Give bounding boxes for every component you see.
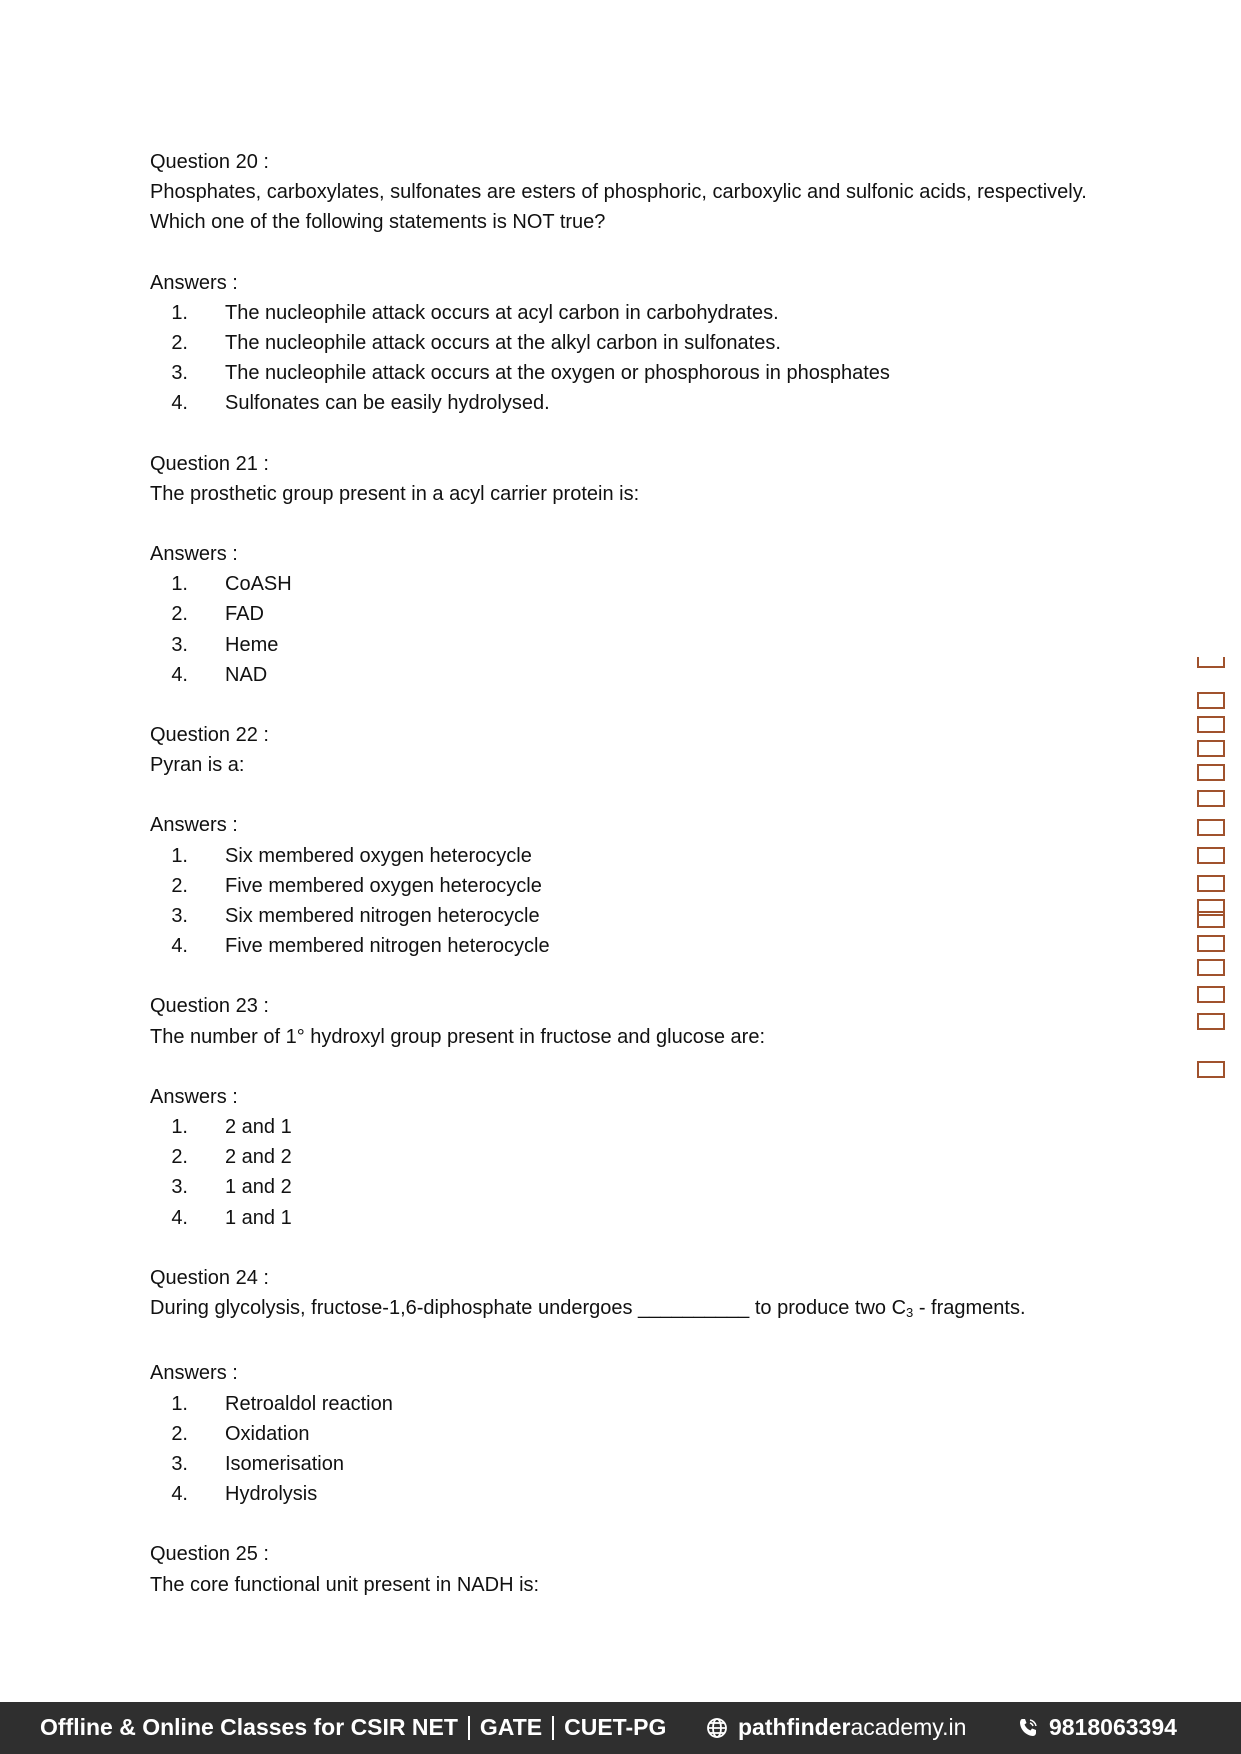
question-title: Question 22 :: [150, 724, 269, 747]
answer-text: Oxidation: [225, 1422, 310, 1445]
answer-text: Six membered oxygen heterocycle: [225, 844, 532, 867]
question-title: Question 24 :: [150, 1266, 269, 1289]
answer-text: Retroaldol reaction: [225, 1392, 393, 1415]
question-block-24: [150, 1263, 1090, 1509]
answer-option: [150, 1203, 1090, 1233]
answer-number: 4.: [171, 392, 188, 415]
answer-text: 2 and 2: [225, 1146, 292, 1169]
site-name-light: academy.in: [850, 1714, 967, 1740]
answer-option: [150, 358, 1090, 388]
answer-option: [150, 901, 1090, 931]
question-block-25: [150, 1539, 1090, 1599]
answer-option: [150, 1479, 1090, 1509]
question-block-23: [150, 991, 1090, 1232]
question-title: Question 23 :: [150, 995, 269, 1018]
answers-label: Answers :: [150, 814, 238, 837]
answer-option: [150, 931, 1090, 961]
answers-label: Answers :: [150, 1362, 238, 1385]
footer-classes: [40, 1714, 666, 1741]
phone-icon: [1017, 1717, 1039, 1739]
answer-option: [150, 599, 1090, 629]
answer-number: 3.: [171, 362, 188, 385]
footer-website[interactable]: [706, 1714, 966, 1741]
question-content: [150, 147, 1090, 1630]
answer-text: The nucleophile attack occurs at the oxygen or phosphorous in phosphates: [225, 362, 890, 385]
answer-number: 2.: [171, 1422, 188, 1445]
answer-number: 2.: [171, 603, 188, 626]
answer-list: [150, 569, 1090, 690]
answers-label: Answers :: [150, 1085, 238, 1108]
answer-number: 1.: [171, 1392, 188, 1415]
gate-label: GATE: [479, 1714, 543, 1740]
question-text: Pyran is a:: [150, 754, 245, 777]
answer-option: [150, 298, 1090, 328]
answer-option: [150, 1142, 1090, 1172]
answer-number: 4.: [171, 935, 188, 958]
subscript: 3: [906, 1305, 914, 1321]
answer-text: 1 and 2: [225, 1176, 292, 1199]
question-block-20: [150, 147, 1090, 419]
answer-text: Heme: [225, 633, 279, 656]
question-text: The prosthetic group present in a acyl carrier protein is:: [150, 482, 640, 505]
question-block-21: [150, 449, 1090, 690]
question-block-22: [150, 720, 1090, 961]
answer-list: [150, 1112, 1090, 1233]
separator: [552, 1716, 554, 1740]
phone-number: 9818063394: [1049, 1714, 1177, 1740]
answer-text: NAD: [225, 663, 268, 686]
answer-text: The nucleophile attack occurs at acyl carbon in carbohydrates.: [225, 301, 779, 324]
cuet-label: CUET-PG: [564, 1714, 667, 1740]
answer-list: [150, 841, 1090, 962]
answer-number: 1.: [171, 301, 188, 324]
answer-number: 1.: [171, 573, 188, 596]
question-text-after: - fragments.: [913, 1297, 1026, 1320]
answer-number: 3.: [171, 1452, 188, 1475]
side-bracket-graphic: [1196, 657, 1226, 1082]
classes-label: Offline & Online Classes for CSIR NET: [40, 1714, 458, 1740]
answer-text: 1 and 1: [225, 1206, 292, 1229]
answer-option: [150, 328, 1090, 358]
answer-number: 3.: [171, 1176, 188, 1199]
answer-text: Hydrolysis: [225, 1483, 318, 1506]
question-text: Phosphates, carboxylates, sulfonates are esters of phosphoric, carboxylic and sulfonic acids, respectively. Which one of the following statements is NOT true?: [150, 181, 1087, 234]
globe-icon: [706, 1717, 728, 1739]
answer-number: 2.: [171, 332, 188, 355]
footer-bar: [0, 1702, 1241, 1754]
footer-phone[interactable]: [1017, 1714, 1177, 1741]
answer-text: Six membered nitrogen heterocycle: [225, 905, 540, 928]
question-title: Question 21 :: [150, 452, 269, 475]
answer-text: 2 and 1: [225, 1116, 292, 1139]
answer-text: FAD: [225, 603, 264, 626]
answer-number: 1.: [171, 844, 188, 867]
answer-text: Five membered nitrogen heterocycle: [225, 935, 550, 958]
answer-number: 2.: [171, 1146, 188, 1169]
answer-number: 4.: [171, 1206, 188, 1229]
site-name-bold: pathfinder: [738, 1714, 851, 1740]
answer-option: [150, 841, 1090, 871]
answer-text: Isomerisation: [225, 1452, 344, 1475]
answer-text: The nucleophile attack occurs at the alkyl carbon in sulfonates.: [225, 332, 781, 355]
answers-label: Answers :: [150, 271, 238, 294]
question-text: The core functional unit present in NADH is:: [150, 1573, 540, 1596]
answer-option: [150, 660, 1090, 690]
answer-text: Sulfonates can be easily hydrolysed.: [225, 392, 550, 415]
answer-option: [150, 388, 1090, 418]
answer-number: 4.: [171, 1483, 188, 1506]
answer-list: [150, 298, 1090, 419]
answer-option: [150, 569, 1090, 599]
question-title: Question 25 :: [150, 1543, 269, 1566]
answer-number: 4.: [171, 663, 188, 686]
question-text-before: During glycolysis, fructose-1,6-diphosphate undergoes __________ to produce two C: [150, 1297, 907, 1320]
answer-list: [150, 1389, 1090, 1510]
answer-text: Five membered oxygen heterocycle: [225, 874, 542, 897]
answer-option: [150, 630, 1090, 660]
answer-number: 3.: [171, 905, 188, 928]
question-title: Question 20 :: [150, 151, 269, 173]
answer-option: [150, 1389, 1090, 1419]
answer-number: 2.: [171, 874, 188, 897]
answer-option: [150, 1172, 1090, 1202]
answer-option: [150, 1112, 1090, 1142]
answer-option: [150, 871, 1090, 901]
answer-option: [150, 1449, 1090, 1479]
answer-number: 3.: [171, 633, 188, 656]
answers-label: Answers :: [150, 543, 238, 566]
answer-text: CoASH: [225, 573, 292, 596]
answer-option: [150, 1419, 1090, 1449]
question-text: The number of 1° hydroxyl group present in fructose and glucose are:: [150, 1025, 766, 1048]
question-text: [150, 1293, 1090, 1328]
answer-number: 1.: [171, 1116, 188, 1139]
separator: [468, 1716, 470, 1740]
